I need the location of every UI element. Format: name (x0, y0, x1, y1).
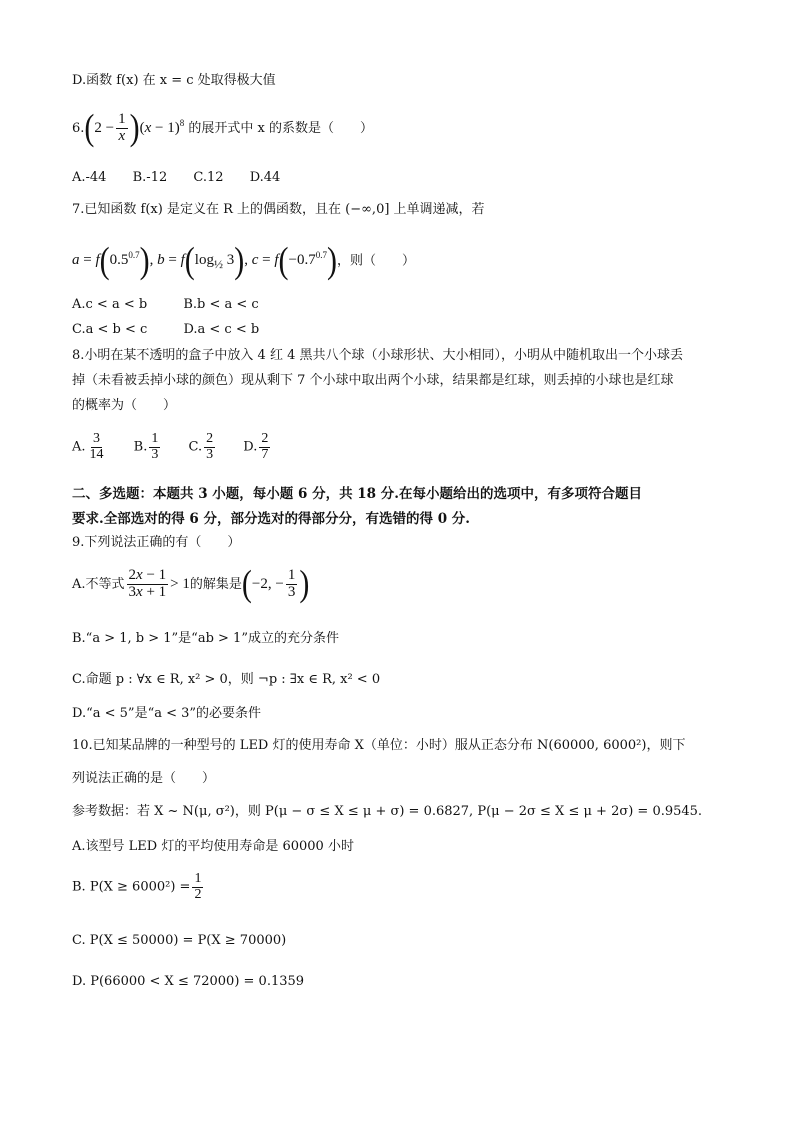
q10-option-a: A.该型号 LED 灯的平均使用寿命是 60000 小时 (72, 839, 354, 854)
q10-line-1: 10.已知某品牌的一种型号的 LED 灯的使用寿命 X（单位：小时）服从正态分布 N(60000, 6000²)，则下 (72, 738, 686, 753)
q9-option-a: A.不等式 $\frac{2x - 1}{3x + 1}$ > 1的解集是(−2, − $\frac{1}{3}$ ) (72, 563, 310, 605)
q8-option-d-label: D. (243, 439, 258, 455)
q6-options (72, 171, 280, 185)
q5-option-d: D.函数 f(x) 在 x = c 处取得极大值 (72, 73, 276, 88)
section2-line-2: 要求.全部选对的得 6 分，部分选对的得部分分，有选错的得 0 分. (72, 511, 470, 527)
q7-stem: 7.已知函数 f(x) 是定义在 R 上的偶函数，且在 (−∞,0] 上单调递减，若 (72, 202, 485, 217)
q6-tail: 的展开式中 x 的系数是（ ） (188, 120, 374, 136)
q7-conditions: $a = f(0.5^{0.7})$, $b = f(\log_{\frac{1}{2}}$ 3), $c = f(-0.7^{0.7})$，则（ ） (72, 239, 415, 281)
q9-option-b: B.“a > 1, b > 1”是“ab > 1”成立的充分条件 (72, 631, 339, 646)
q8-line-1: 8.小明在某不透明的盒子中放入 4 红 4 黑共八个球（小球形状、大小相同），小明从中随机取出一个小球丢 (72, 348, 683, 363)
q8-line-3: 的概率为（ ） (72, 398, 177, 413)
section2-line-1: 二、多选题：本题共 3 小题，每小题 6 分，共 18 分.在每小题给出的选项中，有多项符合题目 (72, 486, 642, 502)
q7-option-a: A.c < a < b (72, 297, 148, 312)
q7-option-d: D.a < c < b (183, 322, 260, 337)
q10-reference: 参考数据：若 X ~ N(μ, σ²)，则 P(μ − σ ≤ X ≤ μ + σ) = 0.6827, P(μ − 2σ ≤ X ≤ μ + 2σ) = 0.9545. (72, 804, 703, 819)
q8-line-2: 掉（未看被丢掉小球的颜色）现从剩下 7 个小球中取出两个小球，结果都是红球，则丢掉的小球也是红球 (72, 373, 674, 388)
q10-option-d: D. P(66000 < X ≤ 72000) = 0.1359 (72, 974, 305, 989)
q7-options-row2 (72, 323, 259, 337)
q6-option-d: D.44 (249, 170, 281, 185)
q6-stem: 6.(2 − $\frac{1}{x}$ )$(x - 1)^8$ 的展开式中 x 的系数是（ ） (72, 107, 374, 149)
q9-option-d: D.“a < 5”是“a < 3”的必要条件 (72, 706, 262, 721)
q6-number: 6. (72, 120, 85, 136)
q10-option-c: C. P(X ≤ 50000) = P(X ≥ 70000) (72, 933, 287, 948)
q6-option-a: A.-44 (72, 170, 107, 185)
q7-tail: ，则（ ） (336, 253, 415, 269)
q8-options: A. $\frac{3}{14}$ B. $\frac{1}{3}$ C. $\frac{2}{3}$ D. $\frac{2}{7}$ (72, 431, 269, 462)
q10-option-b: B. P(X ≥ 6000²) = $\frac{1}{2}$ (72, 871, 202, 902)
q8-option-a-label: A. (72, 439, 86, 455)
q7-options-row1 (72, 298, 259, 312)
q9-stem: 9.下列说法正确的有（ ） (72, 535, 241, 550)
q10-line-2: 列说法正确的是（ ） (72, 771, 216, 786)
q7-option-b: B.b < a < c (183, 297, 259, 312)
q8-option-b-label: B. (133, 439, 148, 455)
q7-option-c: C.a < b < c (72, 322, 148, 337)
q6-option-b: B.-12 (132, 170, 168, 185)
q6-option-c: C.12 (193, 170, 224, 185)
q8-option-c-label: C. (188, 439, 203, 455)
q9-option-c: C.命题 p : ∀x ∈ R, x² > 0，则 ¬p : ∃x ∈ R, x² < 0 (72, 672, 381, 687)
